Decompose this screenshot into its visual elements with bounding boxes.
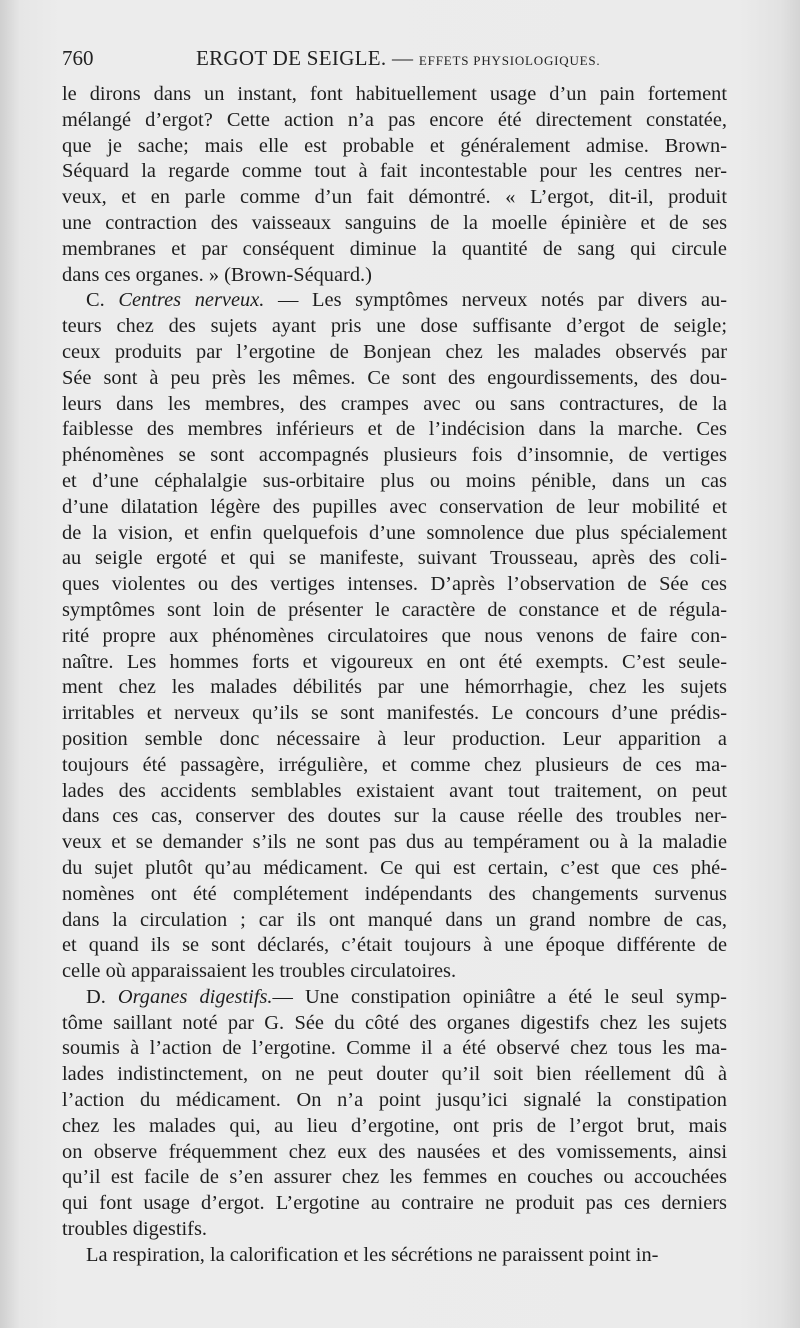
text-line: celle où apparaissaient les troubles circulatoires. <box>62 960 457 983</box>
text-line: soumis à l’action de l’ergotine. Comme il a été observé chez tous les ma- <box>62 1037 727 1060</box>
text-line: symptômes sont loin de présenter le caractère de constance et de régula- <box>62 598 727 621</box>
text-line: veux, et en parle comme d’un fait démontré. « L’ergot, dit-il, produit <box>62 186 727 209</box>
text-line: l’action du médicament. On n’a point jusqu’ici signalé la constipation <box>62 1089 727 1112</box>
text-line: lades indistinctement, on ne peut douter qu’il soit bien réellement dû à <box>62 1063 727 1086</box>
text-line: et d’une céphalalgie sus-orbitaire plus ou moins pénible, dans un cas <box>62 469 727 492</box>
page-number: 760 <box>62 46 94 70</box>
text-line: veux et se demander s’ils ne sont pas dus au tempérament ou à la maladie <box>62 831 727 854</box>
text-line: phénomènes se sont accompagnés plusieurs fois d’insomnie, de vertiges <box>62 444 727 467</box>
running-header <box>62 46 742 76</box>
text-line: naître. Les hommes forts et vigoureux en ont été exempts. C’est seule- <box>62 650 727 673</box>
text-line: troubles digestifs. <box>62 1218 207 1241</box>
text-line: lades des accidents semblables existaient avant tout traitement, on peut <box>62 779 727 802</box>
text-line: qui font usage d’ergot. L’ergotine au contraire ne produit pas ces derniers <box>62 1192 727 1215</box>
text-line: le dirons dans un instant, font habituellement usage d’un pain fortement <box>62 83 727 105</box>
text-line: dans ces cas, conserver des doutes sur la cause réelle des troubles ner- <box>62 805 727 828</box>
text-line: Sée sont à peu près les mêmes. Ce sont des engourdissements, des dou- <box>62 366 727 389</box>
text-line: ment chez les malades débilités par une hémorrhagie, chez les sujets <box>62 676 727 699</box>
section-c-letter: C. <box>86 289 105 312</box>
text-line: faiblesse des membres inférieurs et de l’indécision dans la marche. Ces <box>62 418 727 441</box>
section-c-title: Centres nerveux. <box>118 289 265 312</box>
text-line: leurs dans les membres, des crampes avec ou sans contractures, de la <box>62 392 727 415</box>
text-line: membranes et par conséquent diminue la quantité de sang qui circule <box>62 237 727 260</box>
text-line: mélangé d’ergot? Cette action n’a pas encore été directement constatée, <box>62 108 727 131</box>
text-line: toujours été passagère, irrégulière, et comme chez plusieurs de ces ma- <box>62 753 727 776</box>
text-line: dans ces organes. » (Brown-Séquard.) <box>62 263 372 286</box>
section-d-title: Organes digestifs. <box>117 985 273 1008</box>
text-line: ques violentes ou des vertiges intenses. D’après l’observation de Sée ces <box>62 573 727 596</box>
body-text <box>62 82 727 1269</box>
text-line: on observe fréquemment chez eux des nausées et des vomissements, ainsi <box>62 1140 727 1163</box>
text-line: dans la circulation ; car ils ont manqué dans un grand nombre de cas, <box>62 908 727 931</box>
text-line: nomènes ont été complétement indépendants des changements survenus <box>62 882 727 905</box>
text-line: Séquard la regarde comme tout à fait incontestable pour les centres ner- <box>62 160 727 183</box>
text-line: une contraction des vaisseaux sanguins de la moelle épinière et de ses <box>62 211 727 234</box>
running-title-subtitle: EFFETS PHYSIOLOGIQUES. <box>418 53 601 68</box>
text-line: teurs chez des sujets ayant pris une dose suffisante d’ergot de seigle; <box>62 315 727 338</box>
text-line: rité propre aux phénomènes circulatoires que nous venons de faire con- <box>62 624 727 647</box>
section-c-text: — Les symptômes nerveux notés par divers au- <box>264 289 727 312</box>
text-line: que je sache; mais elle est probable et généralement admise. Brown- <box>62 134 727 157</box>
running-title <box>196 46 600 71</box>
running-title-separator: — <box>392 46 414 70</box>
text-line: qu’il est facile de s’en assurer chez les femmes en couches ou accouchées <box>62 1166 727 1189</box>
text-line: et quand ils se sont déclarés, c’était toujours à une époque différente de <box>62 934 727 957</box>
text-line: chez les malades qui, au lieu d’ergotine, ont pris de l’ergot brut, mais <box>62 1114 727 1137</box>
text-line: irritables et nerveux qu’ils se sont manifestés. Le concours d’une prédis- <box>62 702 727 725</box>
text-line: au seigle ergoté et qui se manifeste, suivant Trousseau, après des coli- <box>62 547 727 570</box>
section-d-text: — Une constipation opiniâtre a été le seul symp- <box>272 985 727 1008</box>
text-line: d’une dilatation légère des pupilles avec conservation de leur mobilité et <box>62 495 727 518</box>
running-title-main: ERGOT DE SEIGLE. <box>196 46 387 70</box>
text-line: La respiration, la calorification et les sécrétions ne paraissent point in- <box>86 1243 659 1266</box>
text-line: tôme saillant noté par G. Sée du côté des organes digestifs chez les sujets <box>62 1011 727 1034</box>
section-d-first-line <box>62 985 727 1011</box>
text-line: position semble donc nécessaire à leur production. Leur apparition a <box>62 727 727 750</box>
section-c-first-line <box>62 288 727 314</box>
text-line: ceux produits par l’ergotine de Bonjean chez les malades observés par <box>62 340 727 363</box>
section-d-letter: D. <box>86 985 106 1008</box>
text-line: du sujet plutôt qu’au médicament. Ce qui est certain, c’est que ces phé- <box>62 856 727 879</box>
text-line: de la vision, et enfin quelquefois d’une somnolence due plus spécialement <box>62 521 727 544</box>
